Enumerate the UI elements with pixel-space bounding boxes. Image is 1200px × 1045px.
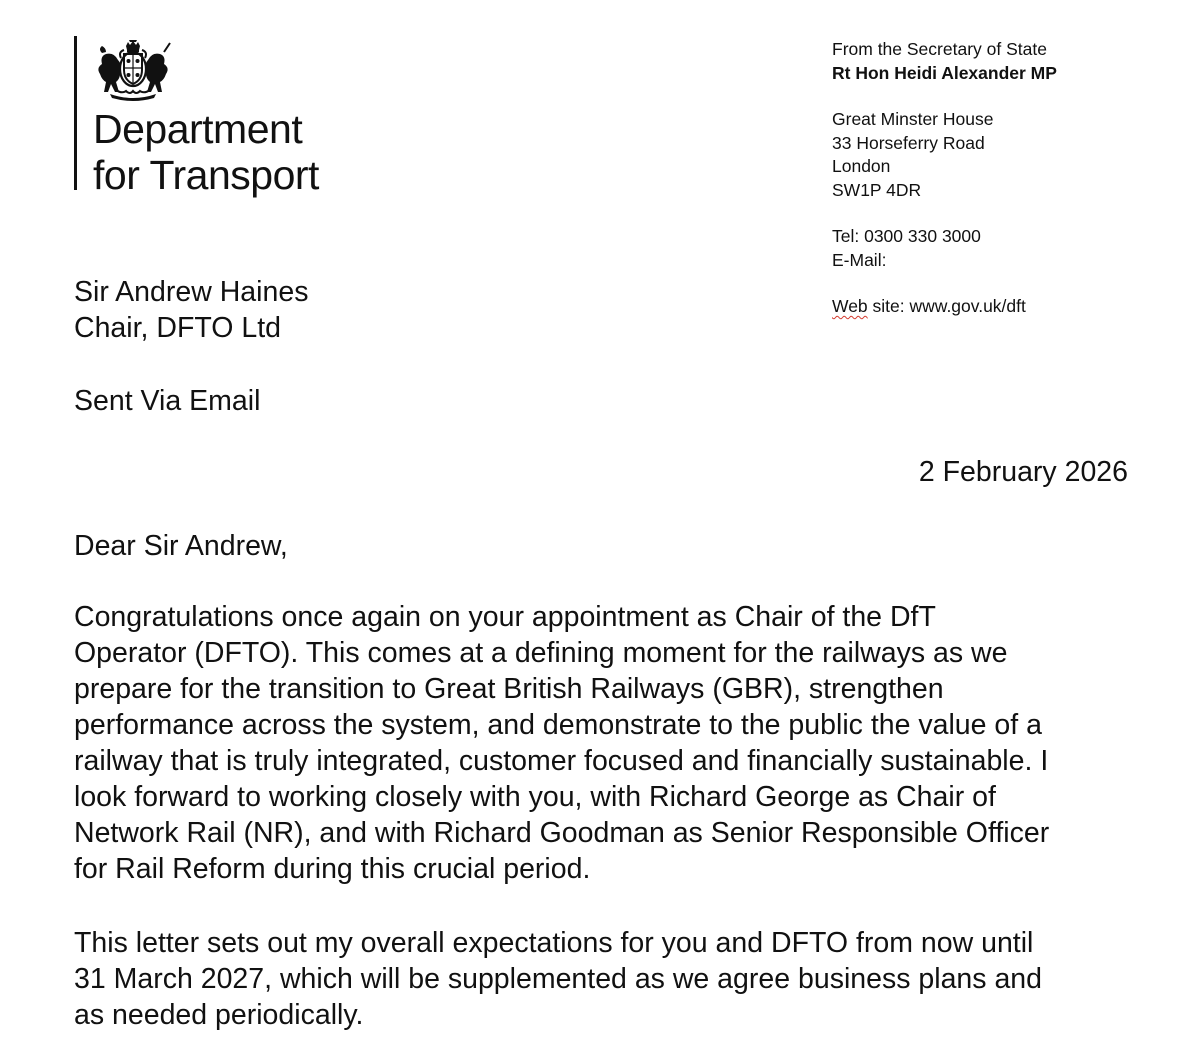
department-name-line-2: for Transport [93, 152, 319, 198]
department-logo [74, 36, 374, 196]
sender-details [832, 38, 1172, 319]
logo-vertical-rule [74, 36, 77, 190]
paragraph-line: Network Rail (NR), and with Richard Goodman as Senior Responsible Officer [74, 817, 1050, 849]
recipient-block [74, 274, 308, 346]
paragraph-line: 31 March 2027, which will be supplemented as we agree business plans and [74, 963, 1042, 995]
sender-address-line: Great Minster House [832, 109, 994, 129]
paragraph-line: prepare for the transition to Great British Railways (GBR), strengthen [74, 673, 944, 705]
paragraph-line: railway that is truly integrated, customer focused and financially sustainable. I [74, 745, 1049, 777]
salutation: Dear Sir Andrew, [74, 530, 288, 562]
paragraph-line: for Rail Reform during this crucial period. [74, 853, 591, 885]
paragraph-line: This letter sets out my overall expectations for you and DFTO from now until [74, 927, 1034, 959]
sender-address-line: 33 Horseferry Road [832, 132, 985, 153]
body-paragraph-2 [74, 925, 1164, 1033]
body-paragraph-1 [74, 599, 1164, 887]
recipient-name: Sir Andrew Haines [74, 276, 309, 308]
paragraph-line: performance across the system, and demonstrate to the public the value of a [74, 709, 1042, 741]
department-name [93, 106, 319, 198]
sender-telephone: Tel: 0300 330 3000 [832, 226, 981, 246]
delivery-method: Sent Via Email [74, 385, 261, 417]
letter-date: 2 February 2026 [918, 456, 1128, 488]
sender-address-line: London [832, 156, 891, 176]
sender-name: Rt Hon Heidi Alexander MP [832, 62, 1057, 83]
sender-email: E-Mail: [832, 249, 887, 270]
recipient-role: Chair, DFTO Ltd [74, 312, 281, 344]
sender-address-line: SW1P 4DR [832, 179, 922, 200]
sender-website [832, 295, 1172, 319]
paragraph-line: as needed periodically. [74, 999, 364, 1031]
department-name-line-1: Department [93, 106, 303, 152]
sender-website-word: Web [832, 296, 868, 316]
sender-website-rest: site: www.gov.uk/dft [867, 296, 1026, 316]
paragraph-line: look forward to working closely with you, with Richard George as Chair of [74, 781, 996, 813]
paragraph-line: Congratulations once again on your appointment as Chair of the DfT [74, 601, 936, 633]
royal-coat-of-arms-icon [92, 40, 174, 104]
sender-from-label: From the Secretary of State [832, 39, 1047, 59]
paragraph-line: Operator (DFTO). This comes at a defining moment for the railways as we [74, 637, 1008, 669]
